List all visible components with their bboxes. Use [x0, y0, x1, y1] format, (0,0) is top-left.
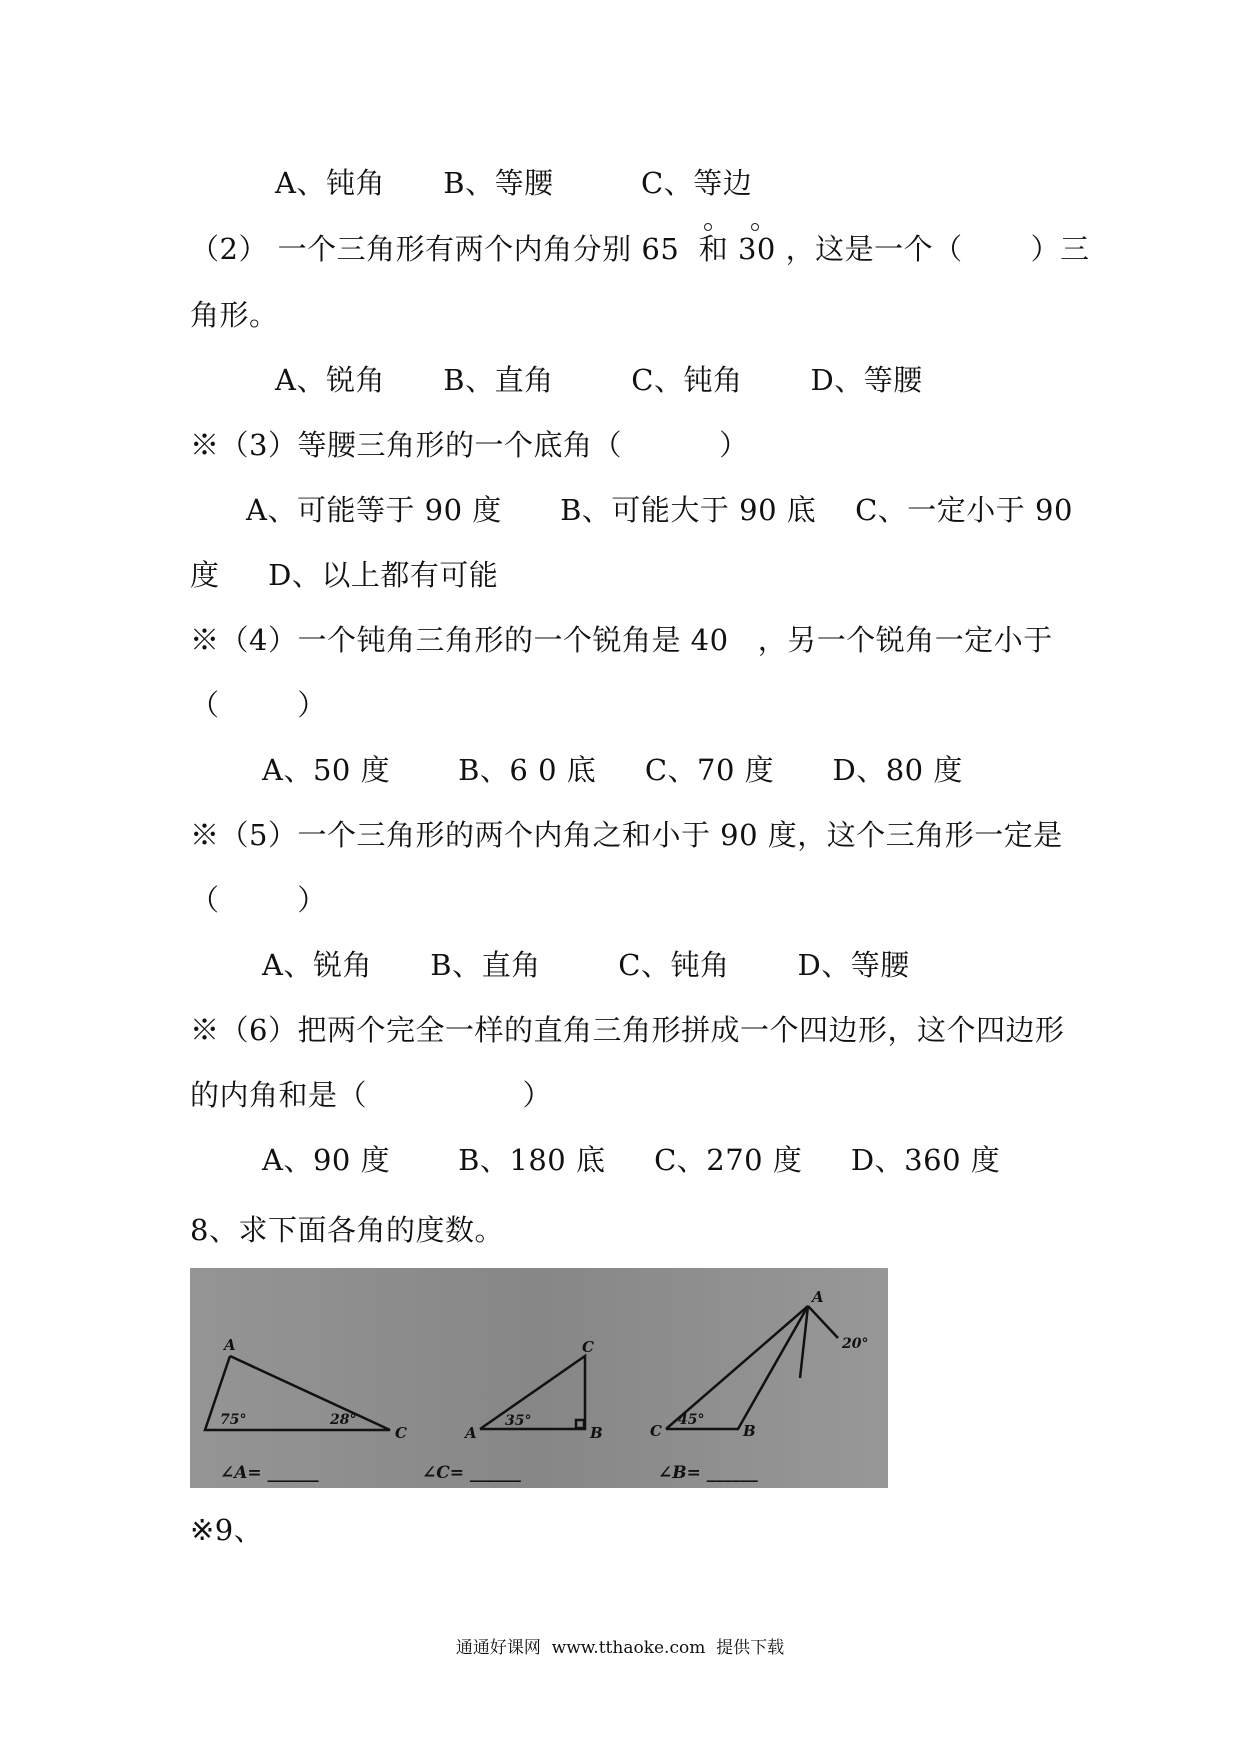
t2-vertex-c: C — [582, 1338, 594, 1356]
q5-line1: ※（5）一个三角形的两个内角之和小于 90 度，这个三角形一定是 — [190, 818, 1063, 852]
q2-options: A、锐角 B、直角 C、钝角 D、等腰 — [275, 363, 923, 397]
q1-options: A、钝角 B、等腰 C、等边 — [275, 166, 753, 200]
q6-options: A、90 度 B、180 底 C、270 度 D、360 度 — [262, 1143, 1001, 1177]
t1-vertex-a: A — [224, 1336, 236, 1354]
t3-vertex-b: B — [743, 1422, 756, 1440]
t3-vertex-a: A — [812, 1288, 824, 1306]
degree-mark — [704, 223, 712, 231]
t3-angle-a: 20° — [842, 1336, 869, 1352]
t3-angle-c: 45° — [678, 1412, 705, 1428]
t1-answer: ∠A= ______ — [220, 1463, 319, 1483]
q4-options: A、50 度 B、6 0 底 C、70 度 D、80 度 — [262, 753, 963, 787]
triangles-photo — [190, 1268, 888, 1488]
q8-title: 8、求下面各角的度数。 — [190, 1213, 504, 1247]
t2-answer: ∠C= ______ — [422, 1463, 521, 1483]
q4-line1: ※（4）一个钝角三角形的一个锐角是 40 ，另一个锐角一定小于 — [190, 623, 1053, 657]
q3-options: A、可能等于 90 度 B、可能大于 90 底 C、一定小于 90 — [246, 493, 1073, 527]
q2-line1: （2） 一个三角形有两个内角分别 65 和 30 ，这是一个（ ）三 — [190, 232, 1090, 266]
t1-angle-left: 75° — [220, 1412, 247, 1428]
q9-title: ※9、 — [190, 1513, 264, 1547]
q3-line1: ※（3）等腰三角形的一个底角（ ） — [190, 428, 749, 462]
q3-line2: 度 D、以上都有可能 — [190, 558, 499, 592]
angle-ray — [808, 1306, 838, 1338]
q2-line2: 角形。 — [190, 298, 279, 332]
degree-mark — [751, 223, 759, 231]
q5-blank: （ ） — [190, 883, 327, 917]
right-angle-mark — [576, 1420, 584, 1428]
triangle-2 — [480, 1356, 585, 1429]
t2-vertex-a: A — [465, 1424, 477, 1442]
t2-vertex-b: B — [590, 1424, 603, 1442]
t1-angle-right: 28° — [330, 1412, 357, 1428]
q6-line2: 的内角和是（ ） — [190, 1078, 552, 1112]
t1-vertex-c: C — [395, 1424, 407, 1442]
triangles-figure — [190, 1268, 888, 1488]
t2-angle: 35° — [505, 1413, 532, 1429]
q5-options: A、锐角 B、直角 C、钝角 D、等腰 — [262, 948, 910, 982]
triangle-3 — [666, 1306, 808, 1429]
q4-blank: （ ） — [190, 688, 327, 722]
q6-line1: ※（6）把两个完全一样的直角三角形拼成一个四边形，这个四边形 — [190, 1013, 1065, 1047]
t3-vertex-c: C — [650, 1422, 662, 1440]
page-footer: 通通好课网 www.tthaoke.com 提供下载 — [455, 1638, 785, 1658]
t3-answer: ∠B= ______ — [658, 1463, 758, 1483]
